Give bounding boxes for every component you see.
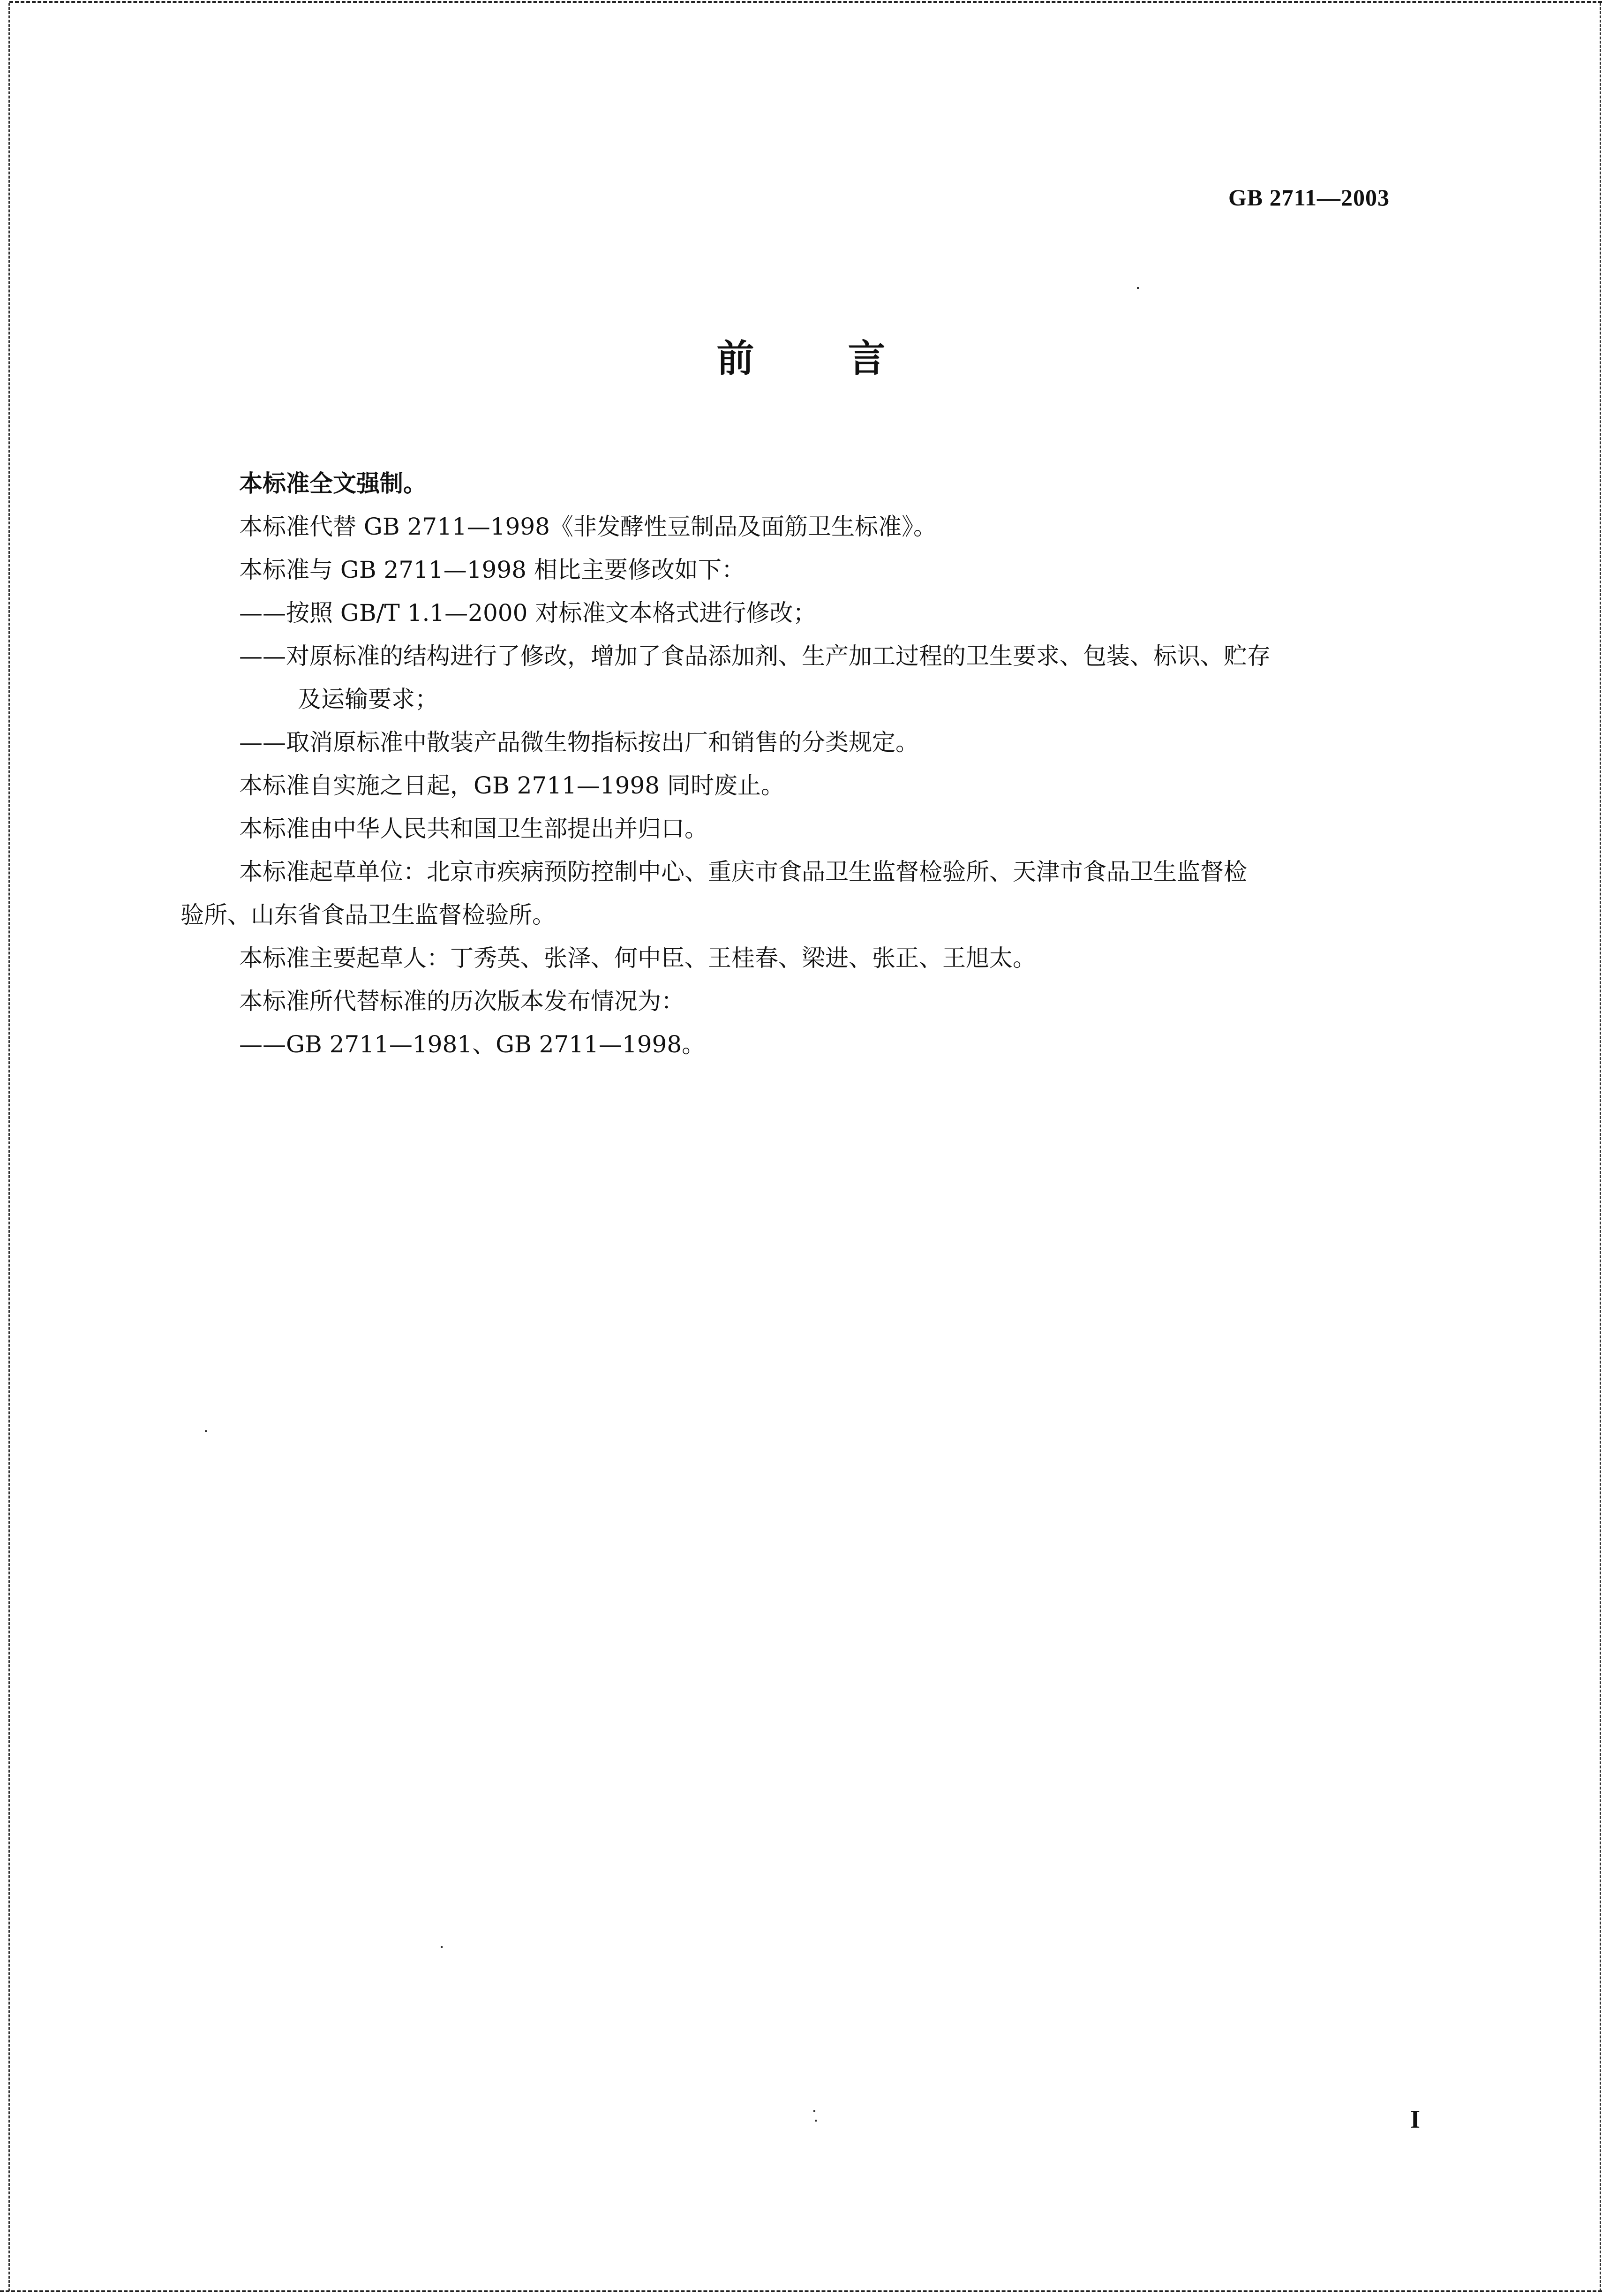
foreword-body	[0, 462, 1602, 1066]
list-item-change-2: ——对原标准的结构进行了修改，增加了食品添加剂、生产加工过程的卫生要求、包装、标识、贮存	[239, 642, 1271, 670]
scan-speck	[441, 1946, 443, 1948]
paragraph-replaces: 本标准代替 GB 2711—1998《非发酵性豆制品及面筋卫生标准》。	[239, 513, 937, 540]
page-number: I	[1410, 2105, 1421, 2133]
page-title: 前言	[716, 337, 979, 380]
scan-speck	[815, 2120, 817, 2122]
paragraph-changes-intro: 本标准与 GB 2711—1998 相比主要修改如下：	[239, 556, 745, 583]
standard-code-header: GB 2711—2003	[1228, 184, 1390, 211]
paragraph-drafting-units: 本标准起草单位：北京市疾病预防控制中心、重庆市食品卫生监督检验所、天津市食品卫生监督检	[239, 858, 1247, 885]
paragraph-history-intro: 本标准所代替标准的历次版本发布情况为：	[239, 988, 684, 1015]
list-item-history: ——GB 2711—1981、GB 2711—1998。	[239, 1031, 706, 1058]
list-item-change-1: ——按照 GB/T 1.1—2000 对标准文本格式进行修改；	[239, 599, 817, 627]
scan-border-top	[9, 1, 1602, 5]
paragraph-proposer: 本标准由中华人民共和国卫生部提出并归口。	[239, 815, 708, 842]
paragraph-effective: 本标准自实施之日起，GB 2711—1998 同时废止。	[239, 772, 784, 799]
scan-speck	[205, 1430, 207, 1432]
list-item-change-2-continued: 及运输要求；	[298, 686, 438, 713]
paragraph-drafting-units-continued: 验所、山东省食品卫生监督检验所。	[181, 901, 556, 929]
paragraph-drafters: 本标准主要起草人：丁秀英、张泽、何中臣、王桂春、梁进、张正、王旭太。	[239, 944, 1036, 972]
scan-speck	[813, 2110, 815, 2112]
scan-speck	[1137, 287, 1139, 289]
scan-border-bottom	[0, 2290, 1602, 2292]
paragraph-mandatory: 本标准全文强制。	[239, 470, 427, 497]
list-item-change-3: ——取消原标准中散装产品微生物指标按出厂和销售的分类规定。	[239, 729, 919, 756]
